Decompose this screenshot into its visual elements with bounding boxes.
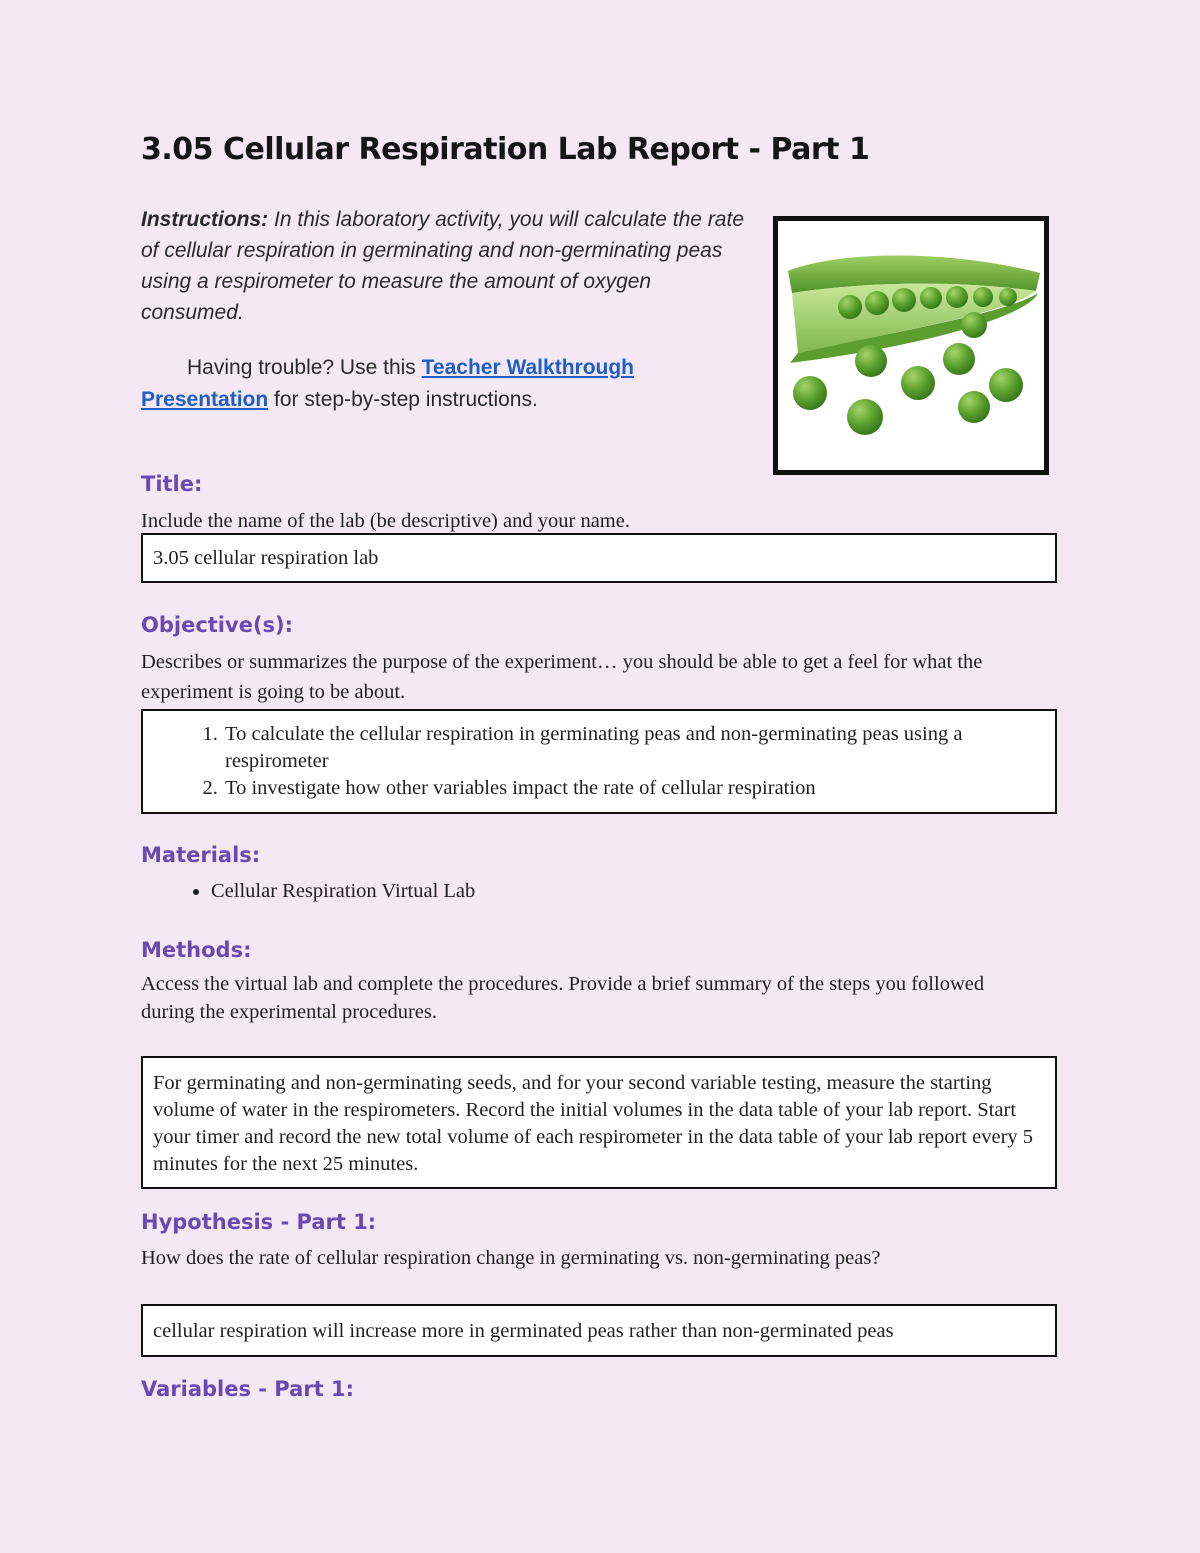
objectives-answer-box[interactable] [141,709,1057,814]
objectives-list [143,711,1055,810]
methods-answer-text: For germinating and non-germinating seeds, and for your second variable testing, measure the starting volume of water in the respirometers. Record the initial volumes in the data table of your lab report. Start your timer and record the new total volume of each respirometer in the data table of your lab report every 5 minutes for the next 25 minutes. [153,1072,1034,1175]
help-prefix: Having trouble? Use this [187,356,416,379]
materials-list [141,876,475,906]
pea-pod-illustration [778,221,1044,470]
title-description: Include the name of the lab (be descriptive) and your name. [141,510,630,532]
materials-heading: Materials: [141,843,261,867]
help-paragraph [141,352,746,416]
instructions-label: Instructions: [141,208,269,231]
hypothesis-answer-box[interactable] [141,1304,1057,1357]
objective-item: 2. To investigate how other variables impact the rate of cellular respiration [223,775,1035,802]
objective-item: 1. To calculate the cellular respiration in germinating peas and non-germinating peas using a respirometer [223,721,1035,775]
pea-pod-image [773,216,1049,475]
instructions-paragraph [141,204,746,328]
objectives-heading: Objective(s): [141,613,294,637]
hypothesis-answer-text: cellular respiration will increase more in germinated peas rather than non-germinated peas [153,1320,894,1342]
methods-heading: Methods: [141,938,252,962]
teacher-walkthrough-link[interactable]: Teacher Walkthrough Presentation [141,356,634,411]
title-heading: Title: [141,472,203,496]
title-answer-text: 3.05 cellular respiration lab [153,547,379,569]
objectives-description: Describes or summarizes the purpose of the experiment… you should be able to get a feel for what the experiment is going to be about. [141,651,983,703]
variables-heading: Variables - Part 1: [141,1377,355,1401]
materials-item: • Cellular Respiration Virtual Lab [211,876,475,906]
hypothesis-heading: Hypothesis - Part 1: [141,1210,377,1234]
help-suffix: for step-by-step instructions. [274,388,538,411]
title-answer-box[interactable] [141,533,1057,583]
instructions-text: In this laboratory activity, you will calculate the rate of cellular respiration in germinating and non-germinating peas using a respirometer to measure the amount of oxygen consumed. [141,208,745,324]
hypothesis-description: How does the rate of cellular respiration change in germinating vs. non-germinating peas? [141,1247,881,1269]
methods-answer-box[interactable] [141,1056,1057,1189]
methods-description: Access the virtual lab and complete the procedures. Provide a brief summary of the steps you followed during the experimental procedures. [141,973,985,1023]
document-title: 3.05 Cellular Respiration Lab Report - Part 1 [141,132,870,167]
